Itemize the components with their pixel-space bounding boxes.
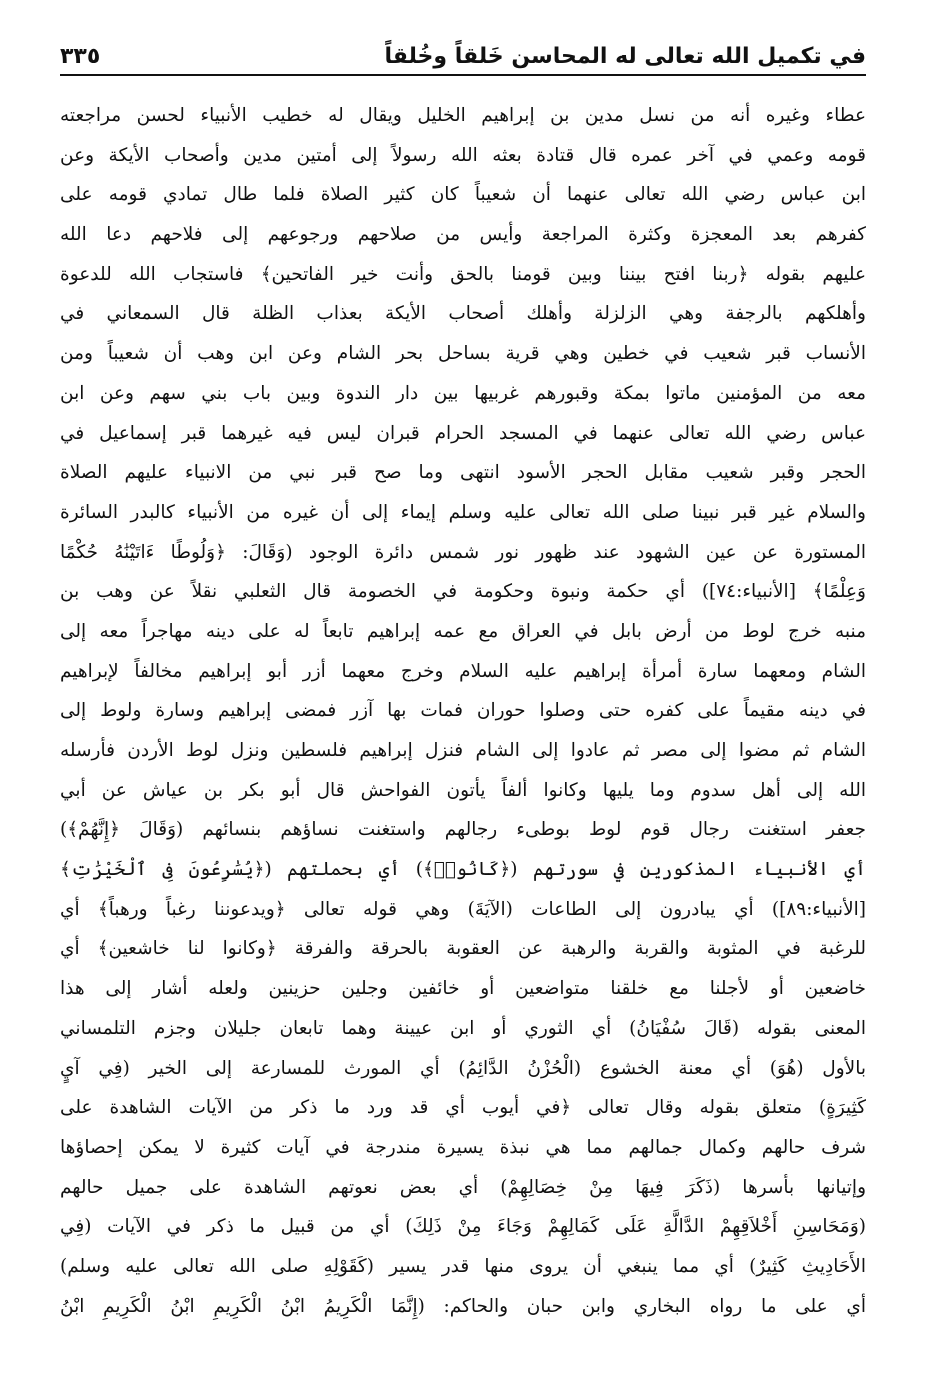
text-line: المعنى بقوله (قَالَ سُفْيَانُ) أي الثوري أو ابن عيينة وهما تابعان جليلان وجزم التلمساني [60, 1017, 866, 1039]
text-line: ابن عباس رضي الله تعالى عنهما أن شعيباً كان كثير الصلاة فلما طال تمادي قومه على [60, 184, 866, 206]
text-line: الشام ثم مضوا إلى مصر ثم عادوا إلى الشام فنزل إبراهيم فلسطين ونزل لوط الأردن فأرسله [60, 740, 866, 761]
text-line: الأنساب قبر شعيب في خطين وهي قرية بساحل بحر الشام وعن ابن وهب أن شعيباً ومن [60, 343, 866, 365]
text-line: كَثِيرَةٍ) متعلق بقوله وقال تعالى ﴿في أيوب أي قد ورد ما ذكر من الآيات الشاهدة على [60, 1097, 866, 1119]
text-line: للرغبة في المثوبة والقربة والرهبة عن العقوبة بالحرقة والفرقة ﴿وكانوا لنا خاشعين﴾ أي [60, 938, 866, 960]
text-line: كفرهم بعد المعجزة وكثرة المراجعة وأيس من صلاحهم ورجوعهم إلى فلاحهم دعا الله [60, 224, 866, 246]
text-line: شرف حالهم وكمال جمالهم مما هي نبذة يسيرة مندرجة في آيات كثيرة لا يمكن إحصاؤها [60, 1136, 866, 1158]
text-line: [الأنبياء:٨٩]) أي يبادرون إلى الطاعات (الآيَةَ) وهي قوله تعالى ﴿ويدعوننا رغباً ورهباً﴾ أي [60, 898, 866, 920]
text-line: (وَمَحَاسِنِ أَخْلاَقِهِمْ الدَّالَّةِ عَلَى كَمَالِهِمْ وَجَاءَ مِنْ ذَلِكَ) أي من قبيل ما ذكر في الآيات (فِي [60, 1216, 866, 1238]
body-text [60, 96, 866, 1326]
text-line: وَعِلْمًا﴾ [الأنبياء:٧٤]) أي حكمة ونبوة وحكومة في الخصومة قال الثعلبي نقلاً عن وهب بن [60, 581, 866, 603]
text-line: والسلام غير قبر نبينا صلى الله تعالى عليه وسلم إيماء إلى أن غيره من الأنبياء كالبدر السائرة [60, 501, 866, 523]
text-line: الأَحَادِيثِ كَثِيرٌ) أي مما ينبغي أن يروى منها قدر يسير (كَقَوْلِهِ صلى الله تعالى عليه وسلم) [60, 1255, 866, 1277]
text-line: قومه وعمي في آخر عمره قال قتادة بعثه الله رسولاً إلى أمتين مدين وأصحاب الأيكة وعن [60, 144, 866, 166]
text-line: عباس رضي الله تعالى عنهما في المسجد الحرام قبران ليس فيه غيرهما قبر إسماعيل في [60, 422, 866, 444]
text-line: في دينه مقيماً على كفره حتى وصلوا حوران فمات بها آزر فمضى إبراهيم وسارة ولوط إلى [60, 700, 866, 722]
text-line: عليهم بقوله ﴿ربنا افتح بيننا وبين قومنا بالحق وأنت خير الفاتحين﴾ فاستجاب الله للدعوة [60, 263, 866, 285]
running-title: في تكميل الله تعالى له المحاسن خَلقاً وخُلقاً [384, 44, 866, 69]
text-line: أي الأنبياء المذكورين في سورتهم (﴿كَانُوا۟﴾) أي بحملتهم (﴿يُسَٰرِعُونَ فِى ٱلْخَيْرَٰتِ﴾ [60, 859, 866, 881]
text-line: منبه خرج لوط من أرض بابل في العراق مع عمه إبراهيم تابعاً له على دينه مهاجراً معه إلى [60, 620, 866, 642]
text-line: عطاء وغيره أنه من نسل مدين بن إبراهيم الخليل ويقال له خطيب الأنبياء لحسن مراجعته [60, 105, 866, 126]
text-line: المستورة عن عين الشهود عند ظهور نور شمس دائرة الوجود (وَقَالَ: ﴿وَلُوطًا ءَاتَيْنَٰهُ حُكْمًا [60, 541, 866, 563]
text-line: الله إلى أهل سدوم وما يليها وكانوا ألفاً يأتون الفواحش قال أبو بكر بن عياش عن أبي [60, 779, 866, 801]
text-line: الحجر وقبر شعيب مقابل الحجر الأسود انتهى وما صح قبر نبي من الانبياء عليهم الصلاة [60, 462, 866, 484]
text-line: الشام ومعهما سارة أمرأة إبراهيم عليه السلام وخرج معهما أزر أبو إبراهيم مخالفاً لإبراهيم [60, 660, 866, 682]
page-header [60, 28, 866, 72]
text-line: أي على ما رواه البخاري وابن حبان والحاكم: (إِنَّمَا الْكَرِيمُ ابْنُ الْكَرِيمِ ابْنُ الْكَرِيمِ ابْنُ [60, 1295, 866, 1317]
text-line: وأهلكهم بالرجفة وهي الزلزلة وأهلك أصحاب الأيكة بعذاب الظلة قال السمعاني في [60, 303, 866, 325]
text-line: بالأول (هُوَ) أي معنة الخشوع (الْحُزْنُ الدَّائِمُ) أي المورث للمسارعة إلى الخير (فِي آيٍ [60, 1057, 866, 1079]
page-number: ٣٣٥ [60, 44, 101, 69]
text-line: خاضعين أو لأجلنا مع خلقنا متواضعين أو خائفين وجلين حزينين ولعله أشار إلى هذا [60, 978, 866, 1000]
text-line: معه من المؤمنين ماتوا بمكة وقبورهم غربيها بين دار الندوة وبين باب بني سهم وعن ابن [60, 382, 866, 404]
text-line: جعفر استغنت رجال قوم لوط بوطىء رجالهم واستغنت نساؤهم بنسائهم (وَقَالَ ﴿إِنَّهُمْ﴾) [60, 819, 866, 841]
header-rule [60, 74, 866, 76]
text-line: وإتيانها بأسرها (ذَكَرَ فِيهَا مِنْ خِصَالِهِمْ) أي بعض نعوتهم الشاهدة على جميل حالهم [60, 1176, 866, 1198]
